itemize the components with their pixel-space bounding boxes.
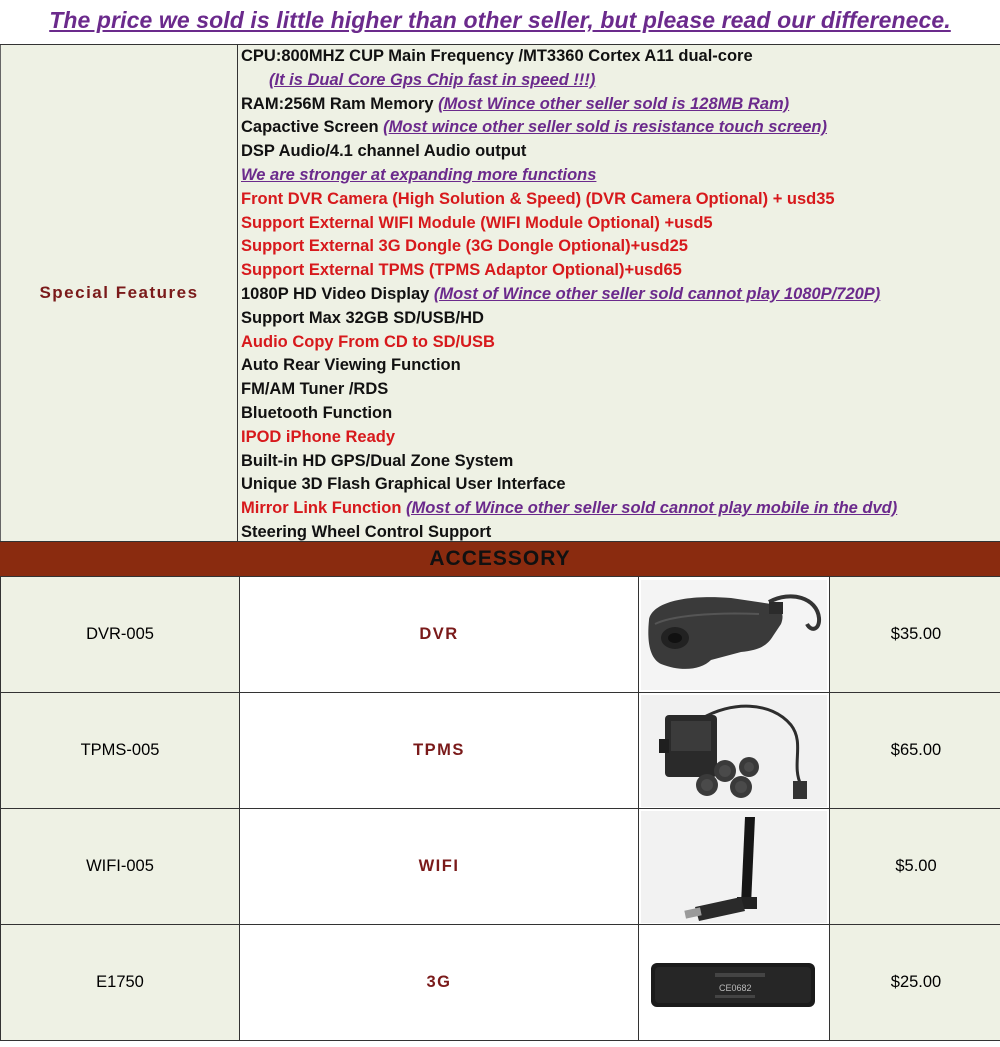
price-cell: $25.00	[830, 925, 1000, 1041]
tpms-kit-image	[639, 693, 830, 809]
feature-wifi-option: Support External WIFI Module (WIFI Module Optional) +usd5	[241, 213, 713, 232]
headline-text: The price we sold is little higher than other seller, but please read our differenece.	[49, 7, 951, 33]
feature-dvr-option: Front DVR Camera (High Solution & Speed) (DVR Camera Optional) + usd35	[241, 189, 835, 208]
3g-dongle-image	[639, 925, 830, 1041]
feature-gps: Built-in HD GPS/Dual Zone System	[241, 451, 514, 470]
table-row	[1, 693, 1000, 809]
wifi-dongle-icon	[641, 811, 827, 923]
model-cell: E1750	[1, 925, 240, 1041]
table-row	[1, 577, 1000, 693]
feature-bluetooth: Bluetooth Function	[241, 403, 393, 422]
accessory-header	[0, 542, 1000, 576]
special-features-label: Special Features	[39, 283, 199, 302]
feature-3d-ui: Unique 3D Flash Graphical User Interface	[241, 475, 566, 494]
table-row	[1, 809, 1000, 925]
feature-rear-view: Auto Rear Viewing Function	[241, 356, 461, 375]
accessory-title: ACCESSORY	[429, 547, 571, 570]
feature-ipod: IPOD iPhone Ready	[241, 427, 396, 446]
headline-banner	[0, 0, 1000, 44]
model-cell: WIFI-005	[1, 809, 240, 925]
table-row	[1, 925, 1000, 1041]
feature-expanding-note: We are stronger at expanding more functions	[241, 165, 597, 184]
price-cell: $5.00	[830, 809, 1000, 925]
feature-tpms-option: Support External TPMS (TPMS Adaptor Optional)+usd65	[241, 261, 682, 280]
3g-dongle-icon	[641, 927, 827, 1039]
ce-mark-text: CE0682	[719, 982, 752, 993]
feature-ram: RAM:256M Ram Memory (Most Wince other seller sold is 128MB Ram)	[241, 94, 790, 113]
feature-dsp-audio: DSP Audio/4.1 channel Audio output	[241, 142, 527, 161]
special-features-section	[0, 44, 1000, 542]
name-cell: WIFI	[240, 809, 639, 925]
feature-screen: Capactive Screen (Most wince other seller sold is resistance touch screen)	[241, 118, 827, 137]
model-cell: DVR-005	[1, 577, 240, 693]
model-cell: TPMS-005	[1, 693, 240, 809]
feature-3g-option: Support External 3G Dongle (3G Dongle Optional)+usd25	[241, 237, 688, 256]
dvr-camera-image	[639, 577, 830, 693]
tpms-kit-icon	[641, 695, 827, 807]
dvr-camera-icon	[641, 580, 827, 690]
feature-steering-wheel: Steering Wheel Control Support	[241, 522, 492, 541]
feature-audio-copy: Audio Copy From CD to SD/USB	[241, 332, 495, 351]
feature-cpu-note: (It is Dual Core Gps Chip fast in speed !!!)	[269, 70, 596, 89]
price-cell: $65.00	[830, 693, 1000, 809]
price-cell: $35.00	[830, 577, 1000, 693]
accessory-table	[0, 576, 1000, 1041]
feature-tuner: FM/AM Tuner /RDS	[241, 380, 389, 399]
feature-1080p: 1080P HD Video Display (Most of Wince other seller sold cannot play 1080P/720P)	[241, 284, 881, 303]
name-cell: TPMS	[240, 693, 639, 809]
feature-mirror-link: Mirror Link Function (Most of Wince other seller sold cannot play mobile in the dvd)	[241, 499, 898, 518]
feature-storage: Support Max 32GB SD/USB/HD	[241, 308, 484, 327]
feature-cpu: CPU:800MHZ CUP Main Frequency /MT3360 Cortex A11 dual-core	[241, 47, 753, 65]
special-features-label-cell	[0, 45, 238, 541]
feature-list	[241, 45, 1000, 541]
name-cell: 3G	[240, 925, 639, 1041]
wifi-dongle-image	[639, 809, 830, 925]
name-cell: DVR	[240, 577, 639, 693]
